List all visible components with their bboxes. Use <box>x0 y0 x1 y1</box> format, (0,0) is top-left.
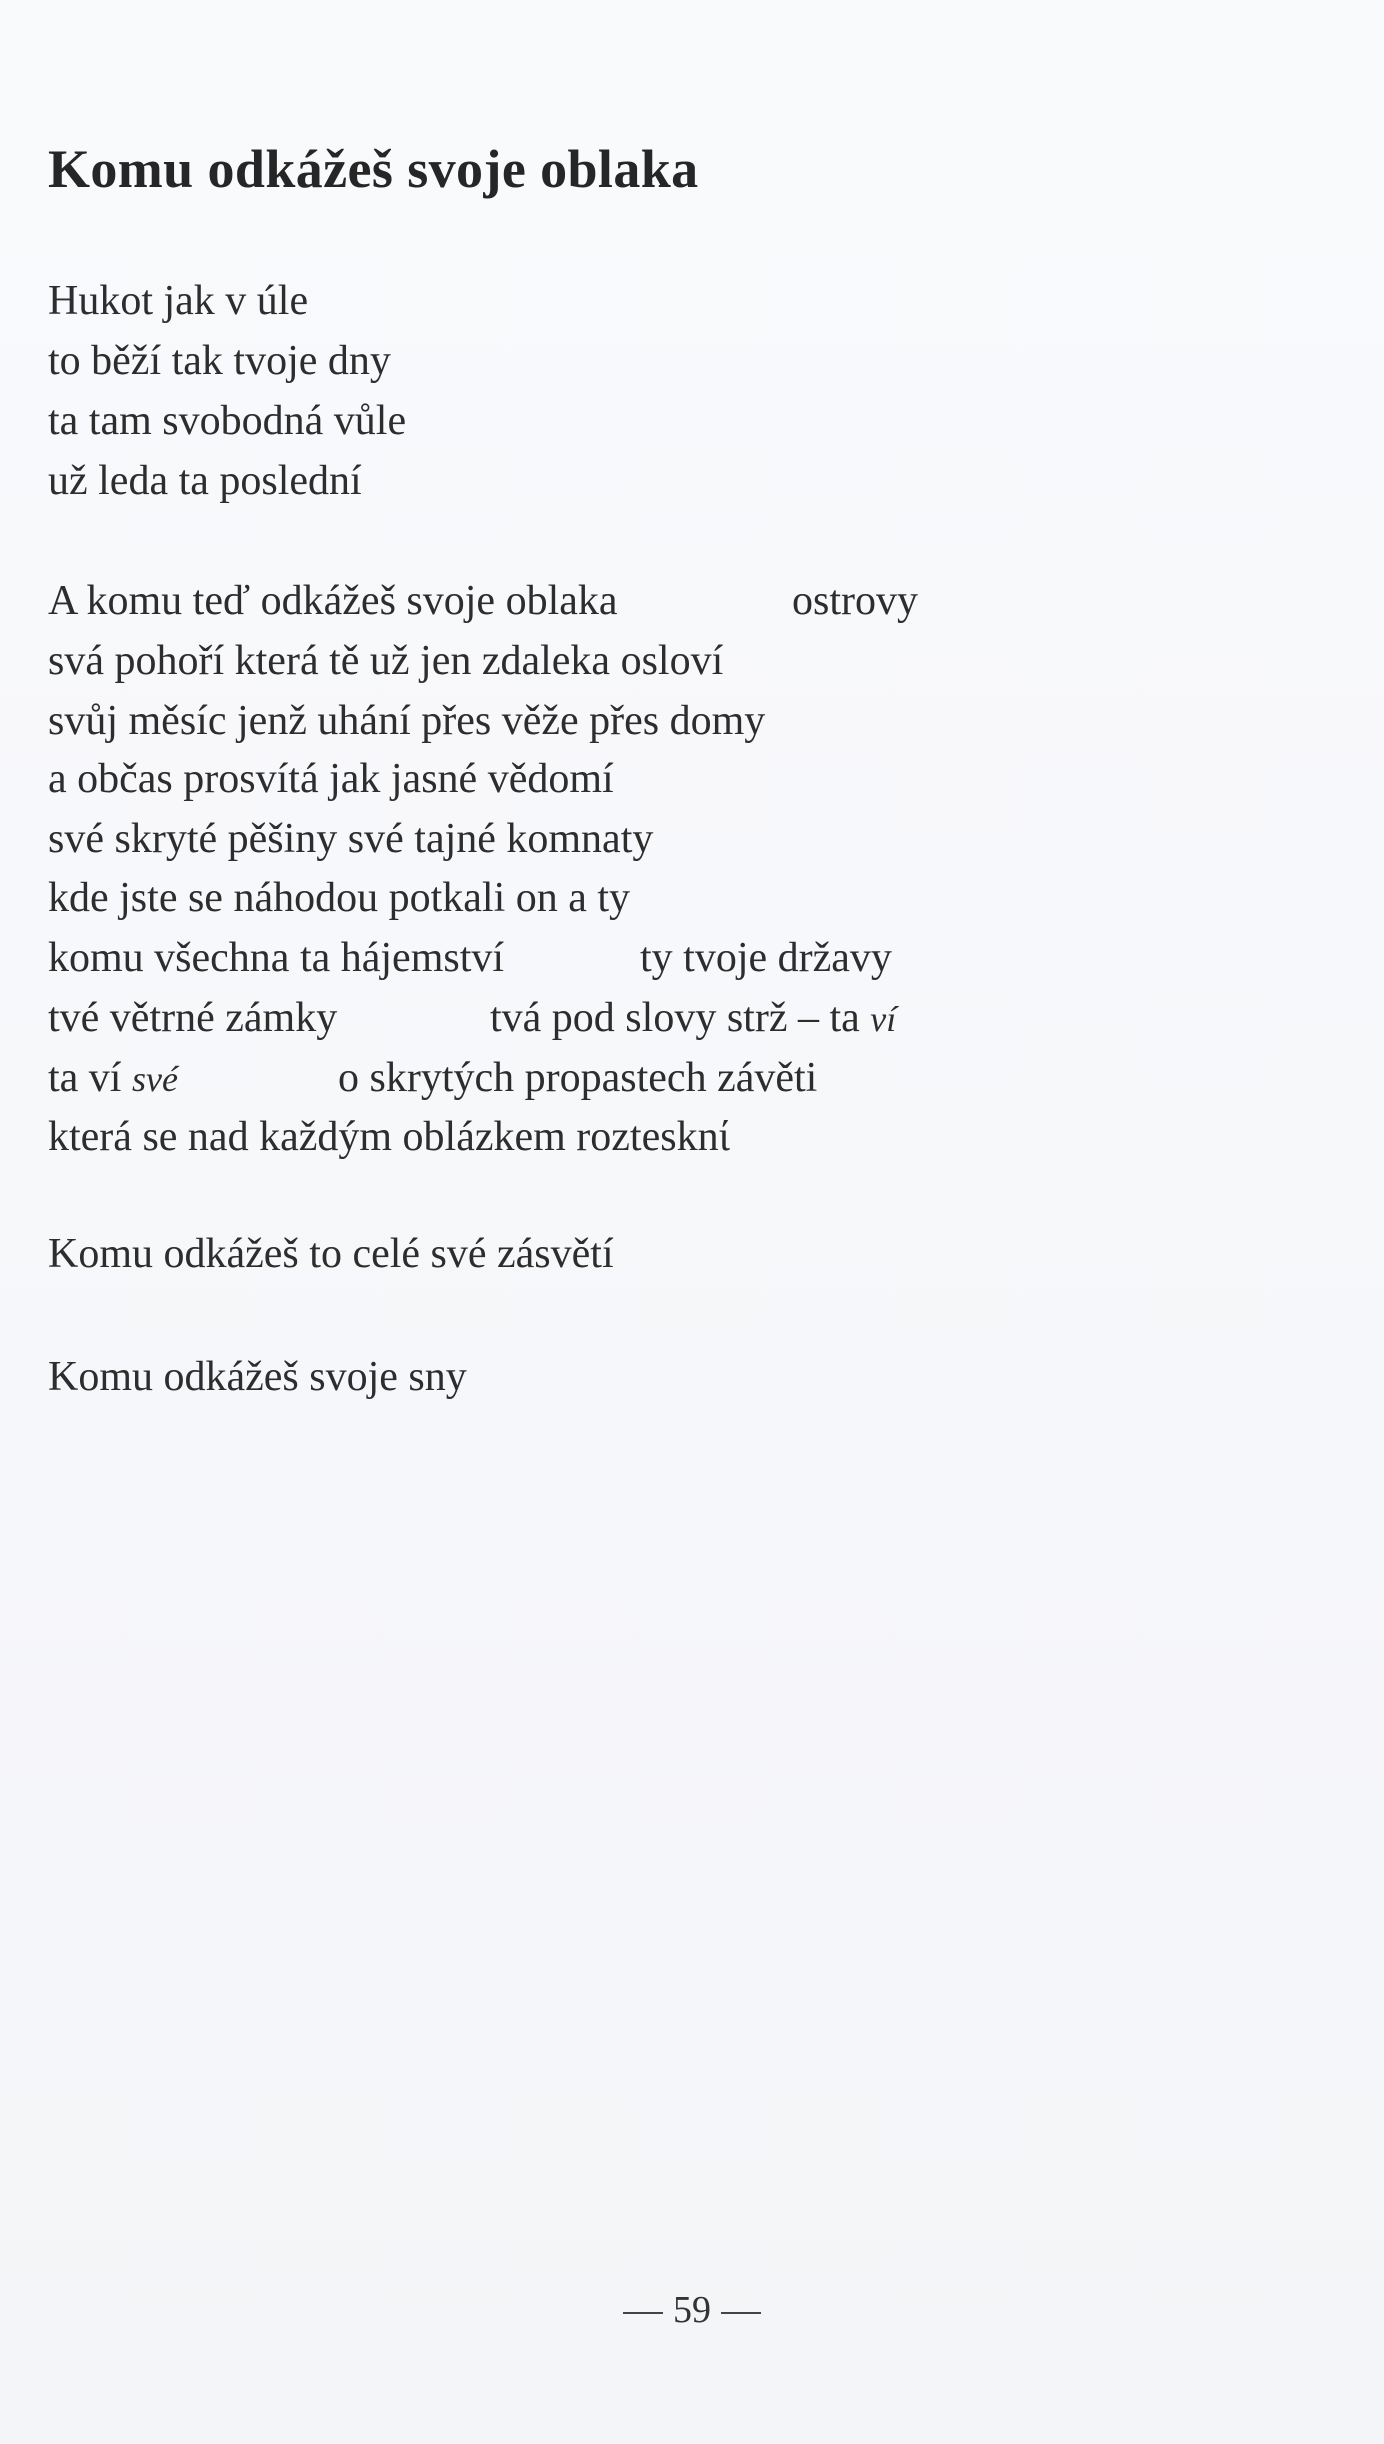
poem-line: svůj měsíc jenž uhání přes věže přes domy <box>48 698 766 744</box>
dash-left <box>623 2312 663 2314</box>
poem-line: ta tam svobodná vůle <box>48 398 407 444</box>
poem-line-fragment: ostrovy <box>792 578 918 624</box>
poem-line: už leda ta poslední <box>48 458 362 504</box>
italic-word: ví <box>870 999 897 1039</box>
poem-title: Komu odkážeš svoje oblaka <box>48 139 699 199</box>
poem-line: svá pohoří která tě už jen zdaleka osloví <box>48 638 724 684</box>
poem-line: své skryté pěšiny své tajné komnaty <box>48 816 654 862</box>
poem-line: Komu odkážeš svoje sny <box>48 1354 467 1400</box>
page-number: 59 <box>673 2289 711 2331</box>
poem-line: Hukot jak v úle <box>48 278 309 324</box>
italic-word: své <box>131 1059 178 1099</box>
poem-line: to běží tak tvoje dny <box>48 338 391 384</box>
poem-line: Komu odkážeš to celé své zásvětí <box>48 1231 614 1277</box>
poem-line: kde jste se náhodou potkali on a ty <box>48 875 631 921</box>
poem-text: tvá pod slovy strž – ta <box>490 995 871 1041</box>
poem-line-fragment: o skrytých propastech závěti <box>338 1055 818 1101</box>
poem-line: A komu teď odkážeš svoje oblaka <box>48 578 618 624</box>
poem-line: komu všechna ta hájemství <box>48 935 505 981</box>
poem-line-fragment <box>490 997 896 1039</box>
poem-text: ta ví <box>48 1055 132 1101</box>
poem-line: a občas prosvítá jak jasné vědomí <box>48 756 614 802</box>
poem-line: která se nad každým oblázkem roztesknί <box>48 1114 730 1160</box>
page-footer <box>0 2288 1384 2332</box>
poem-line-fragment: ty tvoje državy <box>640 935 892 981</box>
poem-line: tvé větrné zámky <box>48 995 338 1041</box>
dash-right <box>721 2312 761 2314</box>
poem-line <box>48 1057 178 1099</box>
